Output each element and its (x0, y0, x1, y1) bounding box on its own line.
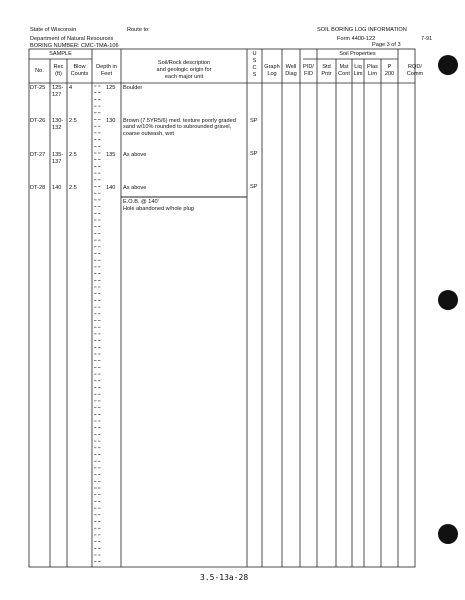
page-number: Page 3 of 3 (372, 42, 401, 48)
col-desc-1: Soil/Rock description (157, 60, 211, 66)
sample-rec: 130- (52, 118, 64, 124)
sample-no: DT-27 (30, 152, 46, 158)
soil-description: Boulder (123, 85, 143, 91)
boring-number: BORING NUMBER: CMC-TMA-106 (30, 43, 119, 49)
sample-rec: 140 (52, 185, 62, 191)
col-pid-1: PID/ (303, 64, 314, 70)
col-liq-1: Liq (354, 64, 362, 70)
binder-hole (438, 524, 458, 544)
col-blow-2: Counts (70, 71, 89, 77)
col-mst-2: Cont (338, 71, 350, 77)
col-well-1: Well (285, 64, 297, 70)
soil-description: Brown (7.5YR5/6) med. texture poorly graded sand w/10% rounded to subrounded gravel, coarse outwash, wet (123, 118, 236, 137)
col-no: No. (35, 68, 44, 74)
sample-no: DT-26 (30, 118, 46, 124)
sample-rec: 135- (52, 152, 64, 158)
col-graph-1: Graph (264, 64, 280, 70)
col-well-2: Diag (285, 71, 297, 77)
end-of-boring: E.O.B. @ 140' (123, 199, 159, 205)
col-rqd-1: RQD/ (408, 64, 422, 70)
department-label: Department of Natural Resources (30, 36, 114, 42)
sample-rec: 137 (52, 159, 62, 165)
depth-value: 130 (106, 118, 116, 124)
form-number: Form 4400-122 (337, 36, 376, 42)
col-pid-2: FID (303, 71, 313, 77)
col-liq-2: Lim (353, 71, 363, 77)
binder-hole (438, 290, 458, 310)
col-p200-2: 200 (384, 71, 395, 77)
sample-rec: 125- (52, 85, 64, 91)
col-rec-2: (ft) (55, 71, 62, 77)
soil-description: As above (123, 152, 147, 158)
col-depth-1: Depth in (96, 64, 117, 70)
col-mst-1: Mst (339, 64, 349, 70)
blow-count: 4 (69, 85, 73, 91)
col-graph-2: Log (267, 71, 277, 77)
blow-count: 2.5 (69, 185, 77, 191)
col-depth-2: Feet (100, 71, 113, 77)
col-desc-3: each major unit (164, 74, 204, 80)
binder-hole (438, 55, 458, 75)
sample-rec: 132 (52, 125, 62, 131)
col-uscs-s2: S (252, 72, 257, 78)
col-blow-1: Blow (73, 64, 86, 70)
col-std-2: Pntr (321, 71, 332, 77)
col-p200-1: P (387, 64, 392, 70)
sample-no: DT-25 (30, 85, 46, 91)
col-uscs-u: U (252, 51, 257, 57)
col-plas-1: Plas (367, 64, 378, 70)
uscs-code: SP (250, 184, 258, 190)
route-label: Route to: (127, 27, 150, 33)
soil-properties-header: Soil Properties (339, 51, 376, 57)
col-plas-2: Lim (367, 71, 377, 77)
sample-no: DT-28 (30, 185, 46, 191)
col-rqd-2: Comm (406, 71, 424, 77)
depth-value: 135 (106, 152, 116, 158)
col-desc-2: and geologic origin for (156, 67, 212, 73)
col-std-1: Std (322, 64, 331, 70)
uscs-code: SP (250, 151, 258, 157)
page-footer: 3.5-13a-28 (200, 573, 249, 582)
blow-count: 2.5 (69, 152, 77, 158)
col-rec-1: Rec (53, 64, 64, 70)
col-uscs-s1: S (252, 58, 257, 64)
sample-header: SAMPLE (49, 51, 72, 57)
depth-value: 125 (106, 85, 116, 91)
abandonment-note: Hole abandoned w/hole plug (123, 206, 194, 212)
soil-description: As above (123, 185, 147, 191)
sample-rec: 127 (52, 92, 62, 98)
depth-value: 140 (106, 185, 116, 191)
form-revision: 7-91 (421, 36, 433, 42)
blow-count: 2.5 (69, 118, 77, 124)
col-uscs-c: C (252, 65, 257, 71)
uscs-code: SP (250, 118, 258, 124)
state-label: State of Wisconsin (30, 27, 77, 33)
form-title: SOIL BORING LOG INFORMATION (317, 27, 407, 33)
